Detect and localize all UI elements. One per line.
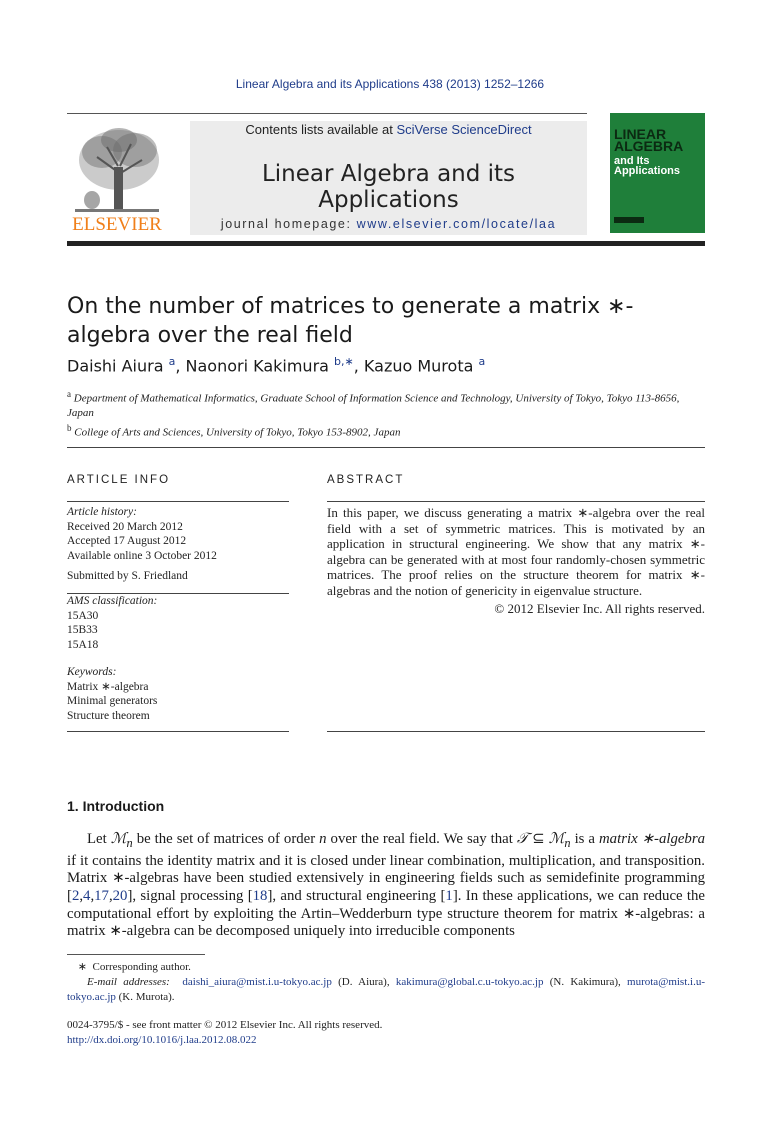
- email-link[interactable]: kakimura@global.c.u-tokyo.ac.jp: [395, 976, 544, 988]
- homepage-link[interactable]: www.elsevier.com/locate/laa: [356, 217, 557, 231]
- footnote-rule: [67, 954, 205, 955]
- journal-citation[interactable]: Linear Algebra and its Applications 438 (2013) 1252–1266: [235, 77, 545, 91]
- affiliation-rule: [67, 447, 705, 448]
- homepage-prefix: journal homepage:: [220, 217, 357, 231]
- doi-link[interactable]: http://dx.doi.org/10.1016/j.laa.2012.08.022: [67, 1034, 257, 1046]
- email-note: [67, 975, 705, 1005]
- history-label: Article history:: [67, 506, 137, 518]
- text-run: ]. In these applications, we can reduce the computational effort by exploiting the Artin–Wedderburn type structure theorem for matrix ∗-algebras: a matrix ∗-algebra can be decomposed uniquely into irreducible components: [67, 888, 705, 940]
- abstract-heading: ABSTRACT: [327, 474, 405, 486]
- author-affil-link[interactable]: a: [168, 355, 176, 368]
- email-label: E-mail addresses:: [87, 976, 170, 988]
- footnotes: [67, 960, 705, 1005]
- cover-strip: [614, 217, 644, 223]
- citation-link[interactable]: 20: [112, 888, 128, 905]
- keyword: Matrix ∗-algebra: [67, 680, 149, 693]
- cover-subtitle-line-1: and Its: [614, 155, 650, 167]
- article-history: [67, 505, 217, 563]
- submitted-by: Submitted by S. Friedland: [67, 570, 188, 582]
- abstract-copyright: © 2012 Elsevier Inc. All rights reserved.: [494, 601, 705, 616]
- defined-term: matrix ∗-algebra: [599, 831, 705, 847]
- text-run: if it contains the identity matrix and it is closed under linear combination, multiplication, and transposition. Matrix ∗-algebras have been studied extensively in engineering fields such as semidefinite programming [: [67, 852, 705, 905]
- section-heading: 1. Introduction: [67, 798, 165, 814]
- ams-classification: [67, 594, 157, 652]
- publisher-name: ELSEVIER: [72, 214, 162, 234]
- ams-code: 15A18: [67, 638, 99, 651]
- issn-line: 0024-3795/$ - see front matter © 2012 Elsevier Inc. All rights reserved.: [67, 1019, 383, 1031]
- citation-link[interactable]: 2: [71, 888, 80, 905]
- article-info-heading: ARTICLE INFO: [67, 474, 171, 486]
- header-rule-top: [67, 113, 587, 114]
- text-run: be the set of matrices of order: [132, 831, 320, 847]
- math-variable: n: [319, 831, 327, 847]
- corresponding-note: [67, 960, 705, 975]
- text-run: over the real field. We say that: [326, 831, 517, 847]
- math-symbol: 𝒯: [516, 831, 529, 847]
- affiliation-b: [67, 421, 707, 440]
- text-run: is a: [570, 831, 599, 847]
- text-run: ], signal processing [: [127, 888, 253, 905]
- math-subscript: n: [126, 835, 133, 850]
- abstract-rule: [327, 731, 705, 732]
- abstract-text: In this paper, we discuss generating a matrix ∗-algebra over the real field with a set of symmetric matrices. This is motivated by an application in structural engineering. We show that any matrix ∗-algebra can be generated with at most four randomly-chosen symmetric matrices. The proof relies on the structure theorem for matrix ∗-algebras and the notion of genericity in eigenvalue structure.: [327, 505, 705, 598]
- contents-prefix: Contents lists available at: [245, 122, 397, 137]
- contents-line: [190, 122, 587, 137]
- email-owner: (D. Aiura),: [331, 976, 396, 988]
- ams-code: 15B33: [67, 624, 98, 636]
- info-rule: [67, 731, 289, 732]
- math-subscript: n: [564, 835, 571, 850]
- text-run: Let: [87, 831, 111, 847]
- abstract-rule: [327, 501, 705, 502]
- affiliation-a: [67, 387, 707, 421]
- cover-title: [614, 128, 683, 152]
- sciencedirect-link[interactable]: SciVerse ScienceDirect: [396, 122, 532, 137]
- elsevier-logo[interactable]: [67, 122, 167, 234]
- intro-paragraph: Let ℳ$_n$ be the set of matrices of order n over the real field. We say that 𝒯 ⊆ ℳ$_n$ is a matrix ∗-algebra if it contains the identity matrix and it is closed under linear combination, multiplication, and transposition. Matrix ∗-algebras have been studied extensively in engineering fields such as semidefinite programming [2,4,17,20], signal processing [18], and structural engineering [1]. In these applications, we can reduce the computational effort by exploiting the Artin–Wedderburn type structure theorem for matrix ∗-algebras: a matrix ∗-algebra can be decomposed uniquely into irreducible components: [67, 831, 705, 940]
- paper-title: On the number of matrices to generate a matrix ∗-algebra over the real field: [67, 294, 634, 348]
- author-list: Daishi Aiura $^a$, Naonori Kakimura $^{b,∗}$, Kazuo Murota $^a$: [67, 355, 486, 376]
- citation-link[interactable]: 17: [94, 888, 109, 905]
- keyword: Minimal generators: [67, 695, 158, 707]
- affiliation-marker: b: [67, 422, 72, 433]
- journal-cover[interactable]: [610, 113, 705, 233]
- author-affil-link[interactable]: b,∗: [334, 355, 354, 368]
- cover-title-line-2: ALGEBRA: [614, 138, 684, 154]
- math-symbol: ℳ: [548, 831, 565, 847]
- email-link[interactable]: daishi_aiura@mist.i.u-tokyo.ac.jp: [182, 976, 332, 988]
- cover-title-line-1: LINEAR: [614, 126, 667, 142]
- front-matter: [67, 1018, 382, 1048]
- cover-subtitle: [614, 156, 680, 176]
- affiliation-marker: a: [67, 389, 71, 399]
- affiliation-text: College of Arts and Sciences, University of Tokyo, Tokyo 153-8902, Japan: [74, 426, 401, 439]
- footnote-marker: ∗: [77, 961, 87, 973]
- keywords: [67, 665, 157, 723]
- received-date: Received 20 March 2012: [67, 520, 183, 533]
- affiliation-text: Department of Mathematical Informatics, Graduate School of Information Science and Technology, University of Tokyo, Tokyo 113-8656, Japan: [67, 392, 680, 420]
- math-operator: ⊆: [528, 831, 549, 847]
- email-owner: (N. Kakimura),: [543, 976, 628, 988]
- corresponding-text: Corresponding author.: [92, 961, 191, 973]
- online-date: Available online 3 October 2012: [67, 549, 217, 562]
- affiliations: [67, 387, 707, 440]
- ams-code: 15A30: [67, 609, 99, 622]
- text-run: ], and structural engineering [: [267, 888, 446, 905]
- header-rule-bottom: [67, 241, 705, 246]
- ams-label: AMS classification:: [67, 595, 158, 607]
- keywords-label: Keywords:: [67, 666, 117, 678]
- journal-title: Linear Algebra and its Applications: [261, 161, 516, 213]
- citation-link[interactable]: 1: [445, 888, 453, 905]
- author-name: Naonori Kakimura: [185, 356, 329, 376]
- author-name: Kazuo Murota: [363, 356, 474, 376]
- keyword: Structure theorem: [67, 709, 150, 722]
- homepage-line: [190, 217, 587, 231]
- cover-subtitle-line-2: Applications: [614, 165, 681, 177]
- citation-link[interactable]: 4: [83, 888, 91, 905]
- citation-link[interactable]: 18: [252, 888, 268, 905]
- math-symbol: ℳ: [110, 831, 127, 847]
- email-owner: (K. Murota).: [115, 991, 175, 1003]
- email-link[interactable]: murota@mist.i.u-tokyo.ac.jp: [67, 976, 705, 1003]
- author-affil-link[interactable]: a: [478, 355, 486, 368]
- accepted-date: Accepted 17 August 2012: [67, 535, 187, 547]
- author-name: Daishi Aiura: [67, 356, 164, 376]
- info-rule: [67, 501, 289, 502]
- elsevier-tree-icon: [67, 122, 167, 234]
